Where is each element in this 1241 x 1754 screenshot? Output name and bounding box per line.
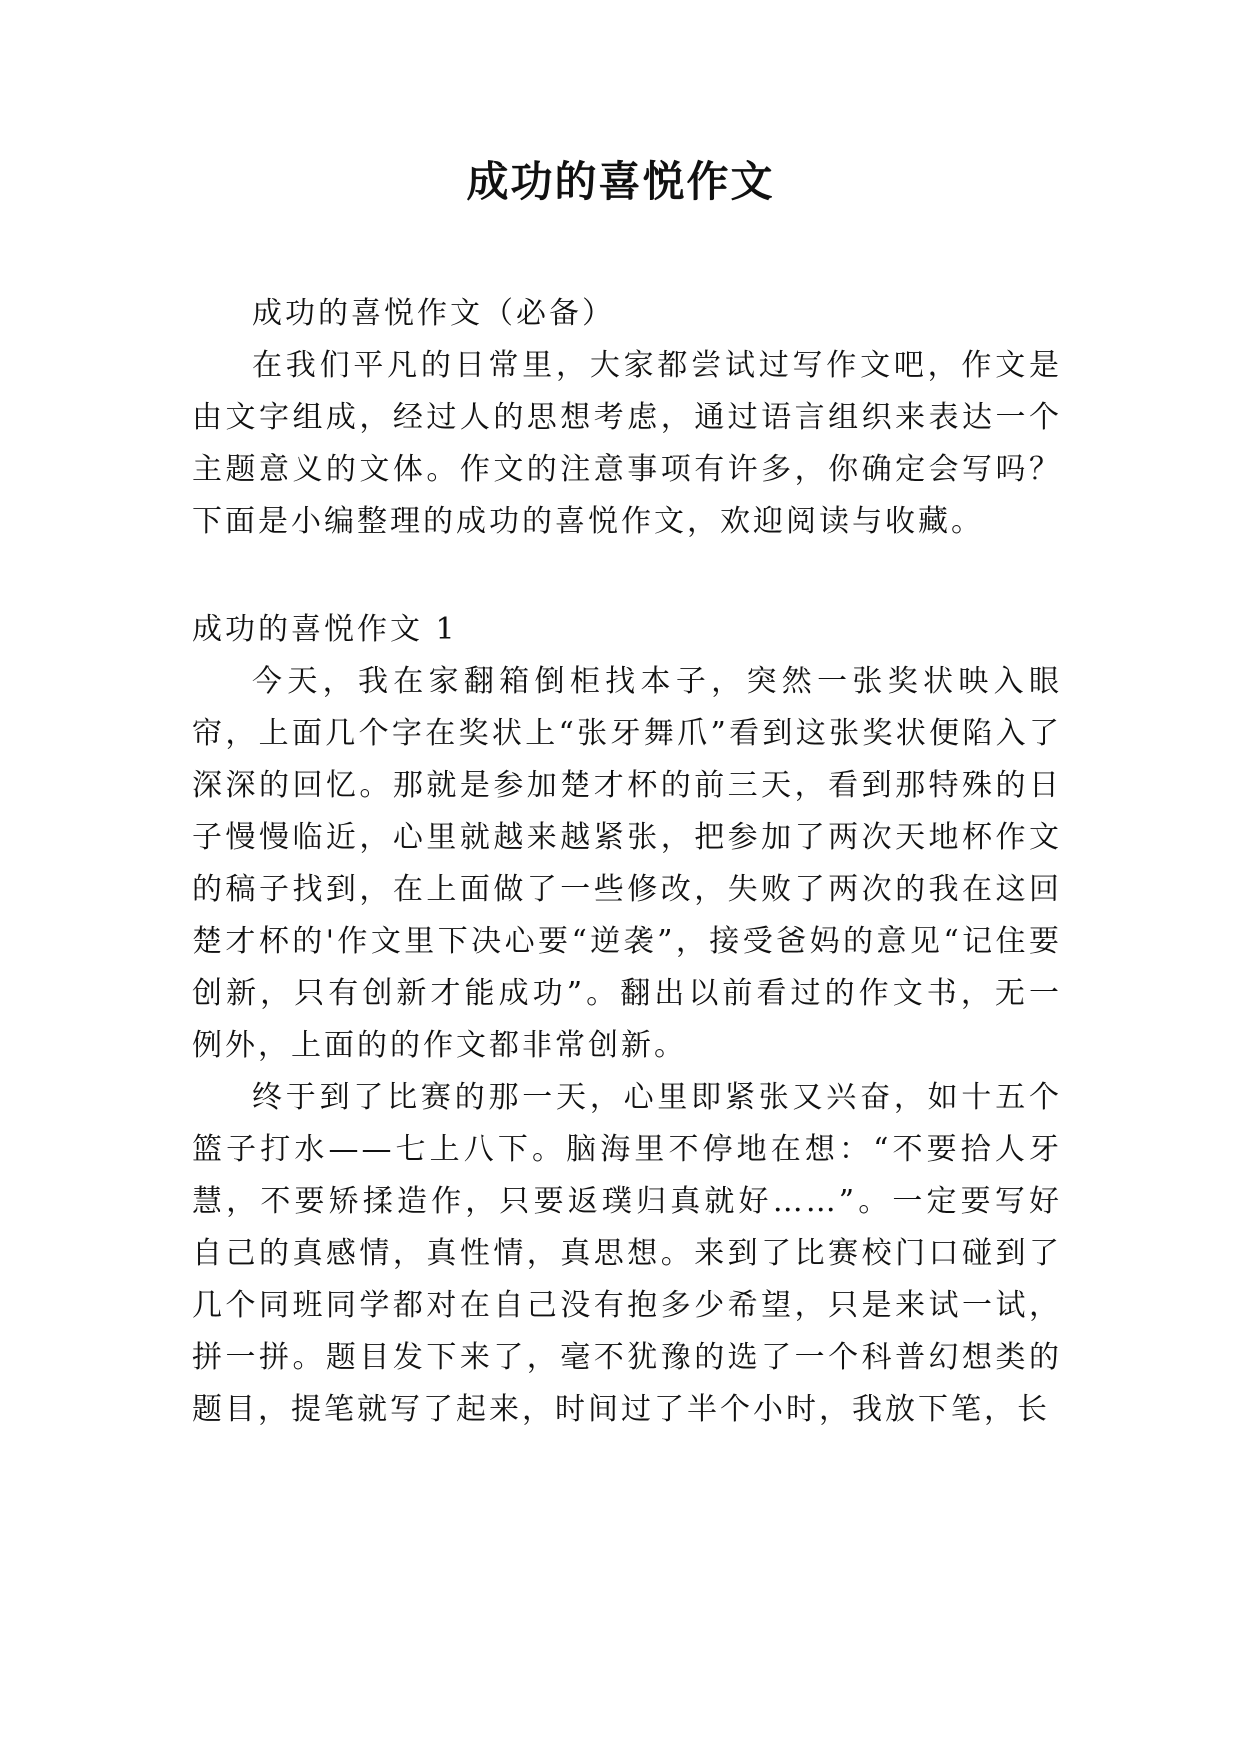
- document-body: [192, 288, 1062, 1436]
- document-subtitle: 成功的喜悦作文（必备）: [252, 296, 615, 331]
- section-heading: 成功的喜悦作文 1: [192, 612, 458, 647]
- body-paragraph-2: 终于到了比赛的那一天，心里即紧张又兴奋，如十五个篮子打水——七上八下。脑海里不停地在想：“不要拾人牙慧，不要矫揉造作，只要返璞归真就好……”。一定要写好自己的真感情，真性情，真思想。来到了比赛校门口碰到了几个同班同学都对在自己没有抱多少希望，只是来试一试，拼一拼。题目发下来了，毫不犹豫的选了一个科普幻想类的题目，提笔就写了起来，时间过了半个小时，我放下笔，长: [192, 1080, 1062, 1427]
- document-title: 成功的喜悦作文: [466, 157, 775, 206]
- intro-paragraph: 在我们平凡的日常里，大家都尝试过写作文吧，作文是由文字组成，经过人的思想考虑，通过语言组织来表达一个主题意义的文体。作文的注意事项有许多，你确定会写吗？下面是小编整理的成功的喜悦作文，欢迎阅读与收藏。: [192, 348, 1062, 539]
- body-paragraph-1: 今天，我在家翻箱倒柜找本子，突然一张奖状映入眼帘，上面几个字在奖状上“张牙舞爪”看到这张奖状便陷入了深深的回忆。那就是参加楚才杯的前三天，看到那特殊的日子慢慢临近，心里就越来越紧张，把参加了两次天地杯作文的稿子找到，在上面做了一些修改，失败了两次的我在这回楚才杯的'作文里下决心要“逆袭”，接受爸妈的意见“记住要创新，只有创新才能成功”。翻出以前看过的作文书，无一例外，上面的的作文都非常创新。: [192, 664, 1062, 1063]
